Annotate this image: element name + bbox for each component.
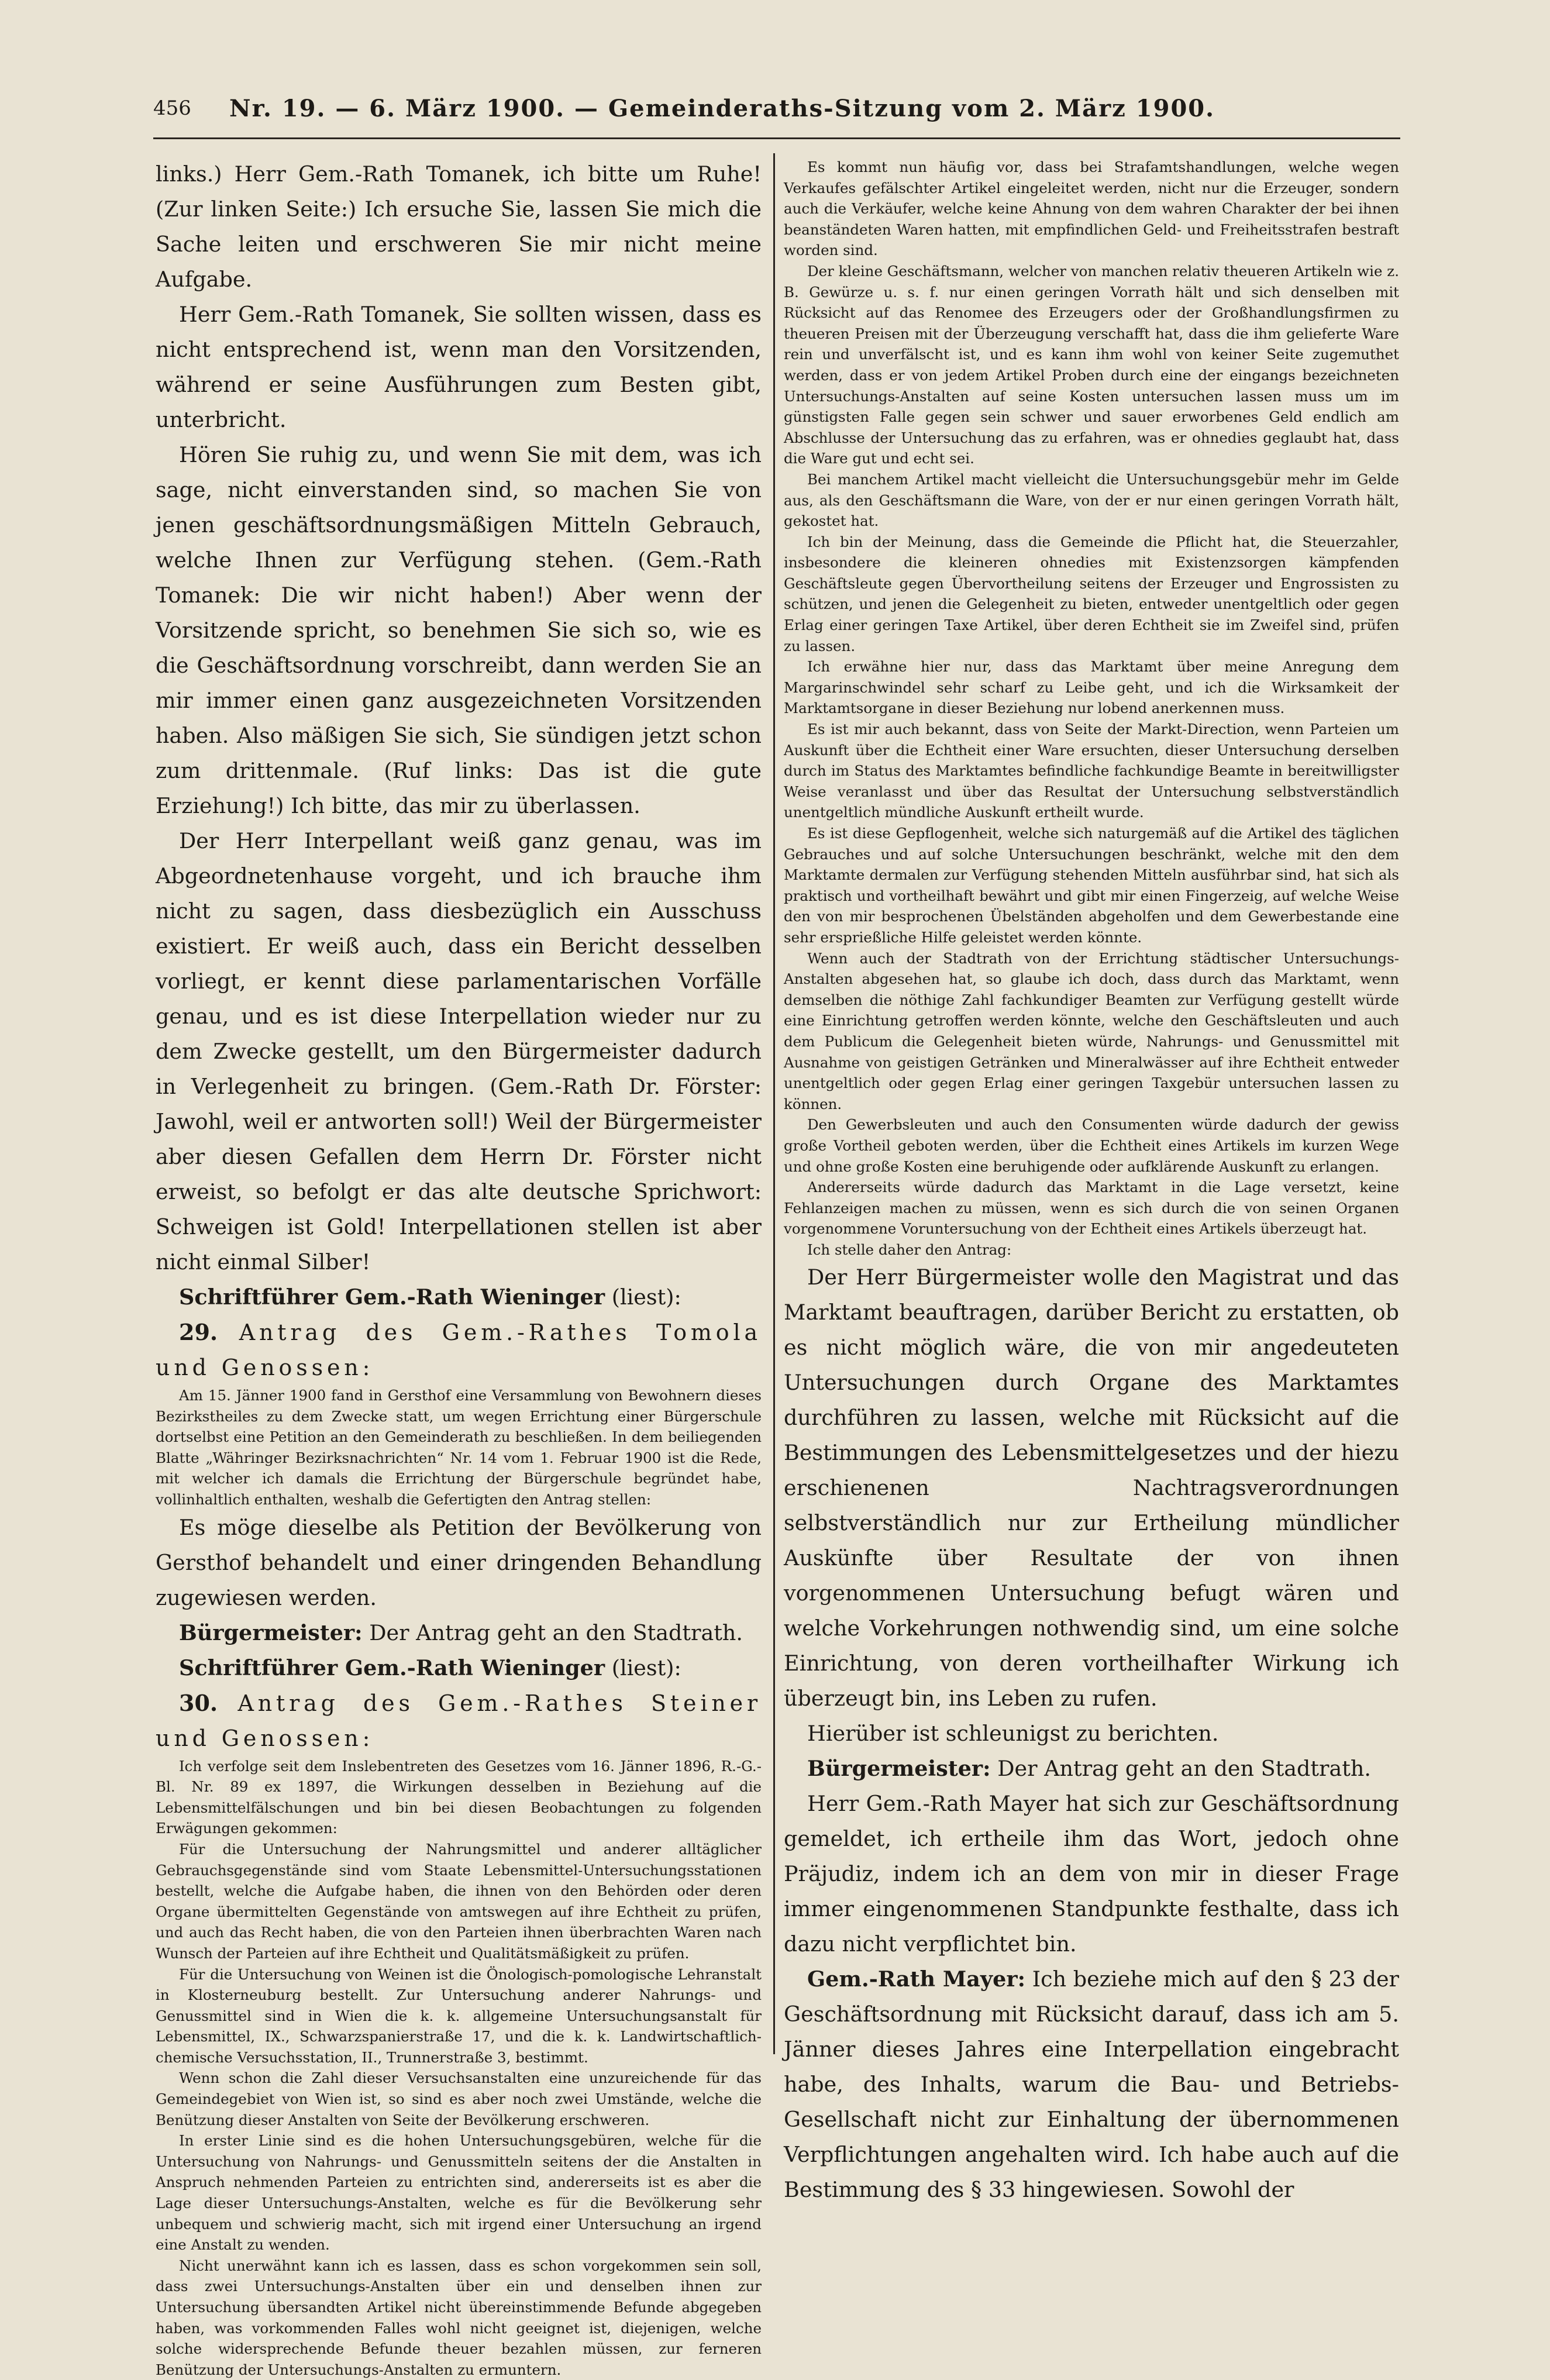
paragraph: Wenn schon die Zahl dieser Versuchsanstalten eine unzureichende für das Gemeindegebiet von Wien ist, so sind es aber noch zwei Umstände, welche die Benützung dieser Anstalten von Seite der Bevölkerung erschweren. <box>156 2069 762 2128</box>
speaker-text: Der Antrag geht an den Stadtrath. <box>369 1620 743 1645</box>
motion-text: Der Herr Bürgermeister wolle den Magistrat und das Marktamt beauftragen, darüber Bericht zu erstatten, ob es nicht möglich wäre, die von mir angedeuteten Untersuchungen durch Organe des Marktamtes durchführen zu lassen, welche mit Rücksicht auf die Bestimmungen des Lebensmittelgesetzes und der hiezu erschienenen Nachtragsverordnungen selbstverständlich nur zur Ertheilung mündlicher Auskünfte über Resultate der von ihnen vorgenommenen Untersuchung befugt wären und welche Vorkehrungen nothwendig sind, um eine solche Einrichtung, von deren vortheilhafter Wirkung ich überzeugt bin, ins Leben zu rufen. <box>784 1265 1399 1711</box>
paragraph: Es ist diese Gepflogenheit, welche sich naturgemäß auf die Artikel des täglichen Gebrauches und auf solche Untersuchungen beschränkt, welche mit den dem Marktamte dermalen zur Verfügung stehenden Mitteln ausführbar sind, hat sich als praktisch und vortheilhaft bewährt und gibt mir einen Fingerzeig, auf welche Weise den von mir besprochenen Übelständen abgeholfen und dem Gewerbestande eine sehr ersprießliche Hilfe geleistet werden könnte. <box>784 825 1399 946</box>
paragraph: Ich erwähne hier nur, dass das Marktamt über meine Anregung dem Margarinschwindel sehr scharf zu Leibe geht, und ich die Wirksamkeit der Marktamtsorgane in dieser Beziehung nur lobend anerkennen muss. <box>784 658 1399 717</box>
speaker-name: Bürgermeister: <box>807 1756 991 1782</box>
speaker-line <box>156 1616 762 1651</box>
column-divider <box>773 153 775 2054</box>
paragraph: Andererseits würde dadurch das Marktamt in die Lage versetzt, keine Fehlanzeigen machen zu müssen, wenn es sich durch die von seinen Organen vorgenommene Voruntersuchung von der Echtheit eines Artikels überzeugt hat. <box>784 1179 1399 1238</box>
agenda-title: Antrag des Gem.-Rathes Steiner und Genossen: <box>156 1690 762 1751</box>
left-column <box>156 157 762 2380</box>
speaker-text: Ich beziehe mich auf den § 23 der Geschäftsordnung mit Rücksicht darauf, dass ich am 5. Jänner dieses Jahres eine Interpellation eingebracht habe, des Inhalts, warum die Bau- und Betriebs-Gesellschaft nicht zur Einhaltung der übernommenen Verpflichtungen angehalten wird. Ich habe auch auf die Bestimmung des § 33 hingewiesen. Sowohl der <box>784 1966 1400 2203</box>
paragraph: Herr Gem.-Rath Mayer hat sich zur Geschäftsordnung gemeldet, ich ertheile ihm das Wort, jedoch ohne Präjudiz, indem ich an dem von mir in dieser Frage immer eingenommenen Standpunkte festhalte, dass ich dazu nicht verpflichtet bin. <box>784 1791 1399 1957</box>
paragraph: Bei manchem Artikel macht vielleicht die Untersuchungsgebür mehr im Gelde aus, als den Geschäftsmann die Ware, von der er nur einen geringen Vorrath hält, gekostet hat. <box>784 470 1399 530</box>
running-title: Nr. 19. — 6. März 1900. — Gemeinderaths-Sitzung vom 2. März 1900. <box>229 94 1215 122</box>
speaker-line <box>156 1280 762 1315</box>
agenda-number: 29. <box>179 1319 218 1345</box>
speaker-name: Gem.-Rath Mayer: <box>807 1966 1026 1992</box>
paragraph: links.) Herr Gem.-Rath Tomanek, ich bitte um Ruhe! (Zur linken Seite:) Ich ersuche Sie, lassen Sie mich die Sache leiten und erschweren Sie mir nicht meine Aufgabe. <box>156 161 762 292</box>
paragraph: Für die Untersuchung von Weinen ist die Önologisch-pomologische Lehranstalt in Klosterneuburg bestellt. Zur Untersuchung anderer Nahrungs- und Genussmittel sind in Wien die k. k. allgemeine Untersuchungsanstalt für Lebensmittel, IX., Schwarzspanierstraße 17, und die k. k. Landwirtschaftlich-chemische Versuchsstation, II., Trunnerstraße 3, bestimmt. <box>156 1965 762 2066</box>
page-number: 456 <box>153 97 191 120</box>
speaker-text: Der Antrag geht an den Stadtrath. <box>997 1756 1372 1782</box>
speaker-name: Schriftführer Gem.-Rath Wieninger <box>179 1655 605 1680</box>
paragraph: Es ist mir auch bekannt, dass von Seite der Markt-Direction, wenn Parteien um Auskunft über die Echtheit einer Ware ersuchten, dieser Untersuchung derselben durch im Status des Marktamtes befindliche fachkundige Beamte in bereitwilligster Weise veranlasst und über das Resultat der Untersuchung selbstverständlich unentgeltlich mündliche Auskunft ertheilt wurde. <box>784 721 1399 821</box>
paragraph: Den Gewerbsleuten und auch den Consumenten würde dadurch der gewiss große Vortheil geboten werden, über die Echtheit eines Artikels im kurzen Wege und ohne große Kosten eine beruhigende oder aufklärende Auskunft zu erlangen. <box>784 1116 1399 1175</box>
paragraph: In erster Linie sind es die hohen Untersuchungsgebüren, welche für die Untersuchung von Nahrungs- und Genussmitteln seitens der die Anstalten in Anspruch nehmenden Parteien zu entrichten sind, andererseits ist es aber die Lage dieser Untersuchungs-Anstalten, welche es für die Bevölkerung sehr unbequem und schwierig macht, sich mit irgend einer Untersuchung an irgend eine Anstalt zu wenden. <box>156 2132 762 2254</box>
page-header <box>153 88 1411 129</box>
speaker-note: (liest): <box>611 1655 681 1680</box>
paragraph: Es kommt nun häufig vor, dass bei Strafamtshandlungen, welche wegen Verkaufes gefälschter Artikel eingeleitet werden, nicht nur die Erzeuger, sondern auch die Verkäufer, welche keine Ahnung von dem wahren Charakter der bei ihnen beanständeten Waren hatten, mit empfindlichen Geld- und Freiheitsstrafen bestraft worden sind. <box>784 159 1399 259</box>
speaker-name: Bürgermeister: <box>179 1620 363 1645</box>
motion-text: Es möge dieselbe als Petition der Bevölkerung von Gersthof behandelt und einer dringenden Behandlung zugewiesen werden. <box>156 1514 762 1610</box>
header-rule <box>153 137 1400 139</box>
paragraph: Der kleine Geschäftsmann, welcher von manchen relativ theueren Artikeln wie z. B. Gewürze u. s. f. nur einen geringen Vorrath hält und sich denselben mit Rücksicht auf das Renomee des Erzeugers oder der Großhandlungsfirmen zu theueren Preisen mit der Überzeugung verschafft hat, dass die ihm gelieferte Ware rein und unverfälscht ist, und es kann ihm wohl von keiner Seite zugemuthet werden, dass er von jedem Artikel Proben durch eine der eingangs bezeichneten Untersuchungs-Anstalten auf seine Kosten untersuchen lassen muss um im günstigsten Falle gegen sein schwer und sauer erworbenes Geld endlich am Abschlusse der Untersuchung das zu erfahren, was er ohnedies geglaubt hat, dass die Ware gut und echt sei. <box>784 262 1399 467</box>
paragraph: Wenn auch der Stadtrath von der Errichtung städtischer Untersuchungs-Anstalten abgesehen hat, so glaube ich doch, dass durch das Marktamt, wenn demselben die nöthige Zahl fachkundiger Beamten zur Verfügung gestellt würde eine Einrichtung getroffen werden könnte, welche den Geschäftsleuten und auch dem Publicum die Gelegenheit bieten würde, Nahrungs- und Genussmittel mit Ausnahme von geistigen Getränken und Mineralwässer auf ihre Echtheit entweder unentgeltlich oder gegen Erlag einer geringen Taxgebür untersuchen lassen zu können. <box>784 949 1399 1112</box>
paragraph: Am 15. Jänner 1900 fand in Gersthof eine Versammlung von Bewohnern dieses Bezirkstheiles zu dem Zwecke statt, um wegen Errichtung einer Bürgerschule dortselbst eine Petition an den Gemeinderath zu beschließen. In dem beiliegenden Blatte „Währinger Bezirksnachrichten“ Nr. 14 vom 1. Februar 1900 ist die Rede, mit welcher ich damals die Errichtung der Bürgerschule begründet habe, vollinhaltlich enthalten, weshalb die Gefertigten den Antrag stellen: <box>156 1387 762 1508</box>
paragraph: Hierüber ist schleunigst zu berichten. <box>807 1721 1219 1747</box>
paragraph: Hören Sie ruhig zu, und wenn Sie mit dem, was ich sage, nicht einverstanden sind, so machen Sie von jenen geschäftsordnungsmäßigen Mitteln Gebrauch, welche Ihnen zur Verfügung stehen. (Gem.-Rath Tomanek: Die wir nicht haben!) Aber wenn der Vorsitzende spricht, so benehmen Sie sich so, wie es die Geschäftsordnung vorschreibt, dann werden Sie an mir immer einen ganz ausgezeichneten Vorsitzenden haben. Also mäßigen Sie sich, Sie sündigen jetzt schon zum drittenmale. (Ruf links: Das ist die gute Erziehung!) Ich bitte, das mir zu überlassen. <box>156 442 762 818</box>
agenda-item-heading <box>156 1315 762 1385</box>
paragraph: Für die Untersuchung der Nahrungsmittel und anderer alltäglicher Gebrauchsgegenstände sind vom Staate Lebensmittel-Untersuchungsstationen bestellt, welche die Aufgabe haben, die ihnen von den Behörden oder deren Organe übermittelten Gegenstände von amtswegen auf ihre Echtheit zu prüfen, und auch das Recht haben, die von den Parteien ihnen überbrachten Waren nach Wunsch der Parteien auf ihre Echtheit und Qualitätsmäßigkeit zu prüfen. <box>156 1840 762 1962</box>
paragraph: Nicht unerwähnt kann ich es lassen, dass es schon vorgekommen sein soll, dass zwei Untersuchungs-Anstalten über ein und denselben ihnen zur Untersuchung übersandten Artikel nicht übereinstimmende Befunde abgegeben haben, was vorkommenden Falles wohl nicht geeignet ist, diejenigen, welche solche widersprechende Befunde theuer bezahlen müssen, zur ferneren Benützung der Untersuchungs-Anstalten zu ermuntern. <box>156 2257 762 2378</box>
paragraph: Ich stelle daher den Antrag: <box>807 1241 1012 1258</box>
agenda-title: Antrag des Gem.-Rathes Tomola und Genossen: <box>156 1320 762 1380</box>
paragraph: Der Herr Interpellant weiß ganz genau, was im Abgeordnetenhause vorgeht, und ich brauche ihm nicht zu sagen, dass diesbezüglich ein Ausschuss existiert. Er weiß auch, dass ein Bericht desselben vorliegt, er kennt diese parlamentarischen Vorfälle genau, und es ist diese Interpellation wieder nur zu dem Zwecke gestellt, um den Bürgermeister dadurch in Verlegenheit zu bringen. (Gem.-Rath Dr. Förster: Jawohl, weil er antworten soll!) Weil der Bürgermeister aber diesen Gefallen dem Herrn Dr. Förster nicht erweist, so befolgt er das alte deutsche Sprichwort: Schweigen ist Gold! Interpellationen stellen ist aber nicht einmal Silber! <box>156 828 762 1275</box>
agenda-number: 30. <box>179 1689 218 1716</box>
paragraph: Herr Gem.-Rath Tomanek, Sie sollten wissen, dass es nicht entsprechend ist, wenn man den Vorsitzenden, während er seine Ausführungen zum Besten gibt, unterbricht. <box>156 302 762 432</box>
paragraph: Ich bin der Meinung, dass die Gemeinde die Pflicht hat, die Steuerzahler, insbesondere die kleineren ohnedies mit Existenzsorgen kämpfenden Geschäftsleute gegen Übervortheilung seitens der Erzeuger und Engrossisten zu schützen, und jenen die Gelegenheit zu bieten, entweder unentgeltlich oder gegen Erlag einer geringen Taxe Artikel, über deren Echtheit sie im Zweifel sind, prüfen zu lassen. <box>784 533 1399 655</box>
agenda-item-heading <box>156 1686 762 1756</box>
speaker-line <box>784 1751 1399 1786</box>
speaker-name: Schriftführer Gem.-Rath Wieninger <box>179 1284 605 1310</box>
speaker-note: (liest): <box>611 1284 681 1310</box>
speaker-line <box>784 1962 1399 2207</box>
paragraph: Ich verfolge seit dem Inslebentreten des Gesetzes vom 16. Jänner 1896, R.-G.-Bl. Nr. 89 ex 1897, die Wirkungen desselben in Beziehung auf die Lebensmittelfälschungen und bin bei diesen Beobachtungen zu folgenden Erwägungen gekommen: <box>156 1757 762 1837</box>
speaker-line <box>156 1651 762 1686</box>
right-column <box>784 157 1399 2207</box>
